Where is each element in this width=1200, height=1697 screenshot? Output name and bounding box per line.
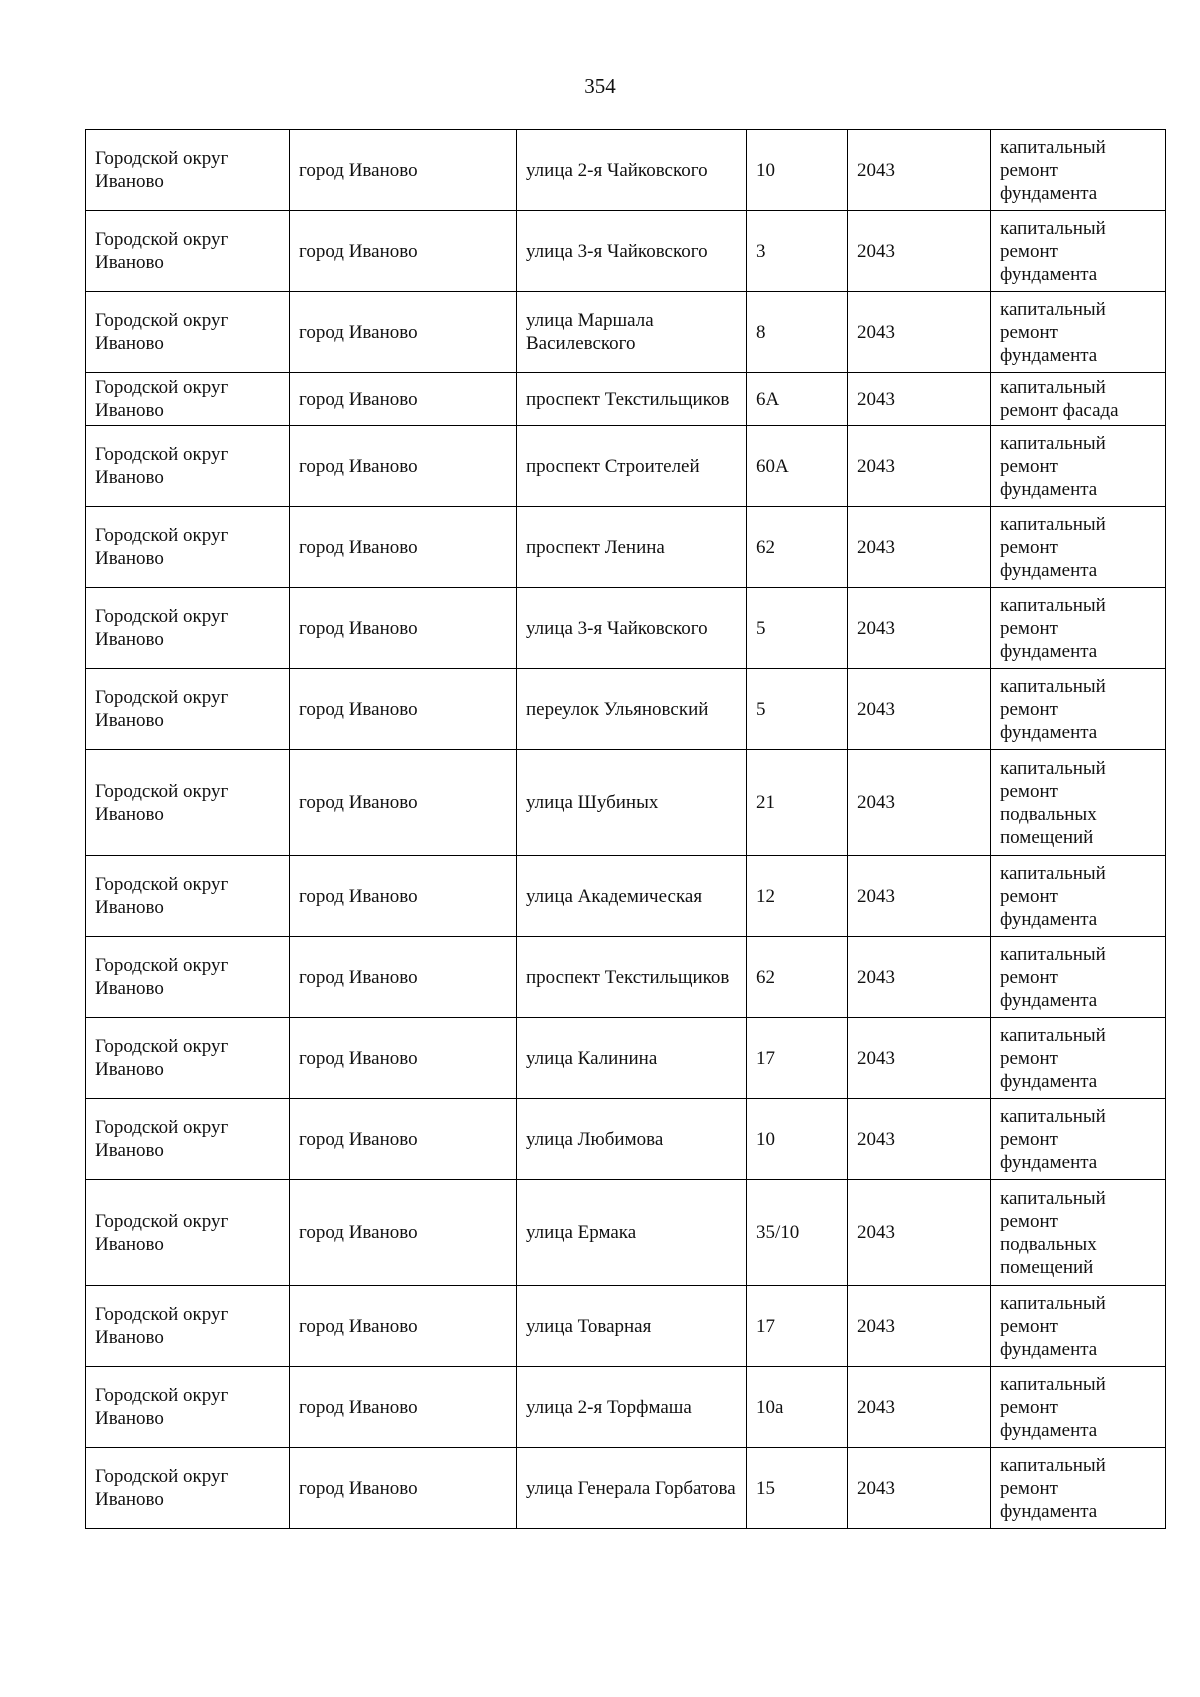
work-cell: капитальный ремонт фундамента	[991, 292, 1166, 373]
street-cell: улица Генерала Горбатова	[517, 1448, 747, 1529]
table-row	[86, 426, 1166, 507]
district-cell: Городской округ Иваново	[86, 588, 290, 669]
city-cell: город Иваново	[290, 937, 517, 1018]
table-row	[86, 507, 1166, 588]
house-cell: 6А	[747, 373, 848, 426]
year-cell: 2043	[848, 373, 991, 426]
table-row	[86, 669, 1166, 750]
work-cell: капитальный ремонт подвальных помещений	[991, 1180, 1166, 1286]
city-cell: город Иваново	[290, 130, 517, 211]
year-cell: 2043	[848, 856, 991, 937]
district-cell: Городской округ Иваново	[86, 1367, 290, 1448]
city-cell: город Иваново	[290, 669, 517, 750]
house-cell: 62	[747, 937, 848, 1018]
work-cell: капитальный ремонт фундамента	[991, 588, 1166, 669]
street-cell: улица Академическая	[517, 856, 747, 937]
street-cell: улица Любимова	[517, 1099, 747, 1180]
city-cell: город Иваново	[290, 211, 517, 292]
street-cell: улица 2-я Торфмаша	[517, 1367, 747, 1448]
district-cell: Городской округ Иваново	[86, 937, 290, 1018]
street-cell: улица Ермака	[517, 1180, 747, 1286]
work-cell: капитальный ремонт подвальных помещений	[991, 750, 1166, 856]
table-row	[86, 130, 1166, 211]
house-cell: 17	[747, 1286, 848, 1367]
district-cell: Городской округ Иваново	[86, 130, 290, 211]
work-cell: капитальный ремонт фундамента	[991, 426, 1166, 507]
street-cell: улица Маршала Василевского	[517, 292, 747, 373]
district-cell: Городской округ Иваново	[86, 426, 290, 507]
street-cell: улица Калинина	[517, 1018, 747, 1099]
city-cell: город Иваново	[290, 1286, 517, 1367]
city-cell: город Иваново	[290, 750, 517, 856]
street-cell: проспект Ленина	[517, 507, 747, 588]
year-cell: 2043	[848, 1180, 991, 1286]
street-cell: проспект Текстильщиков	[517, 937, 747, 1018]
house-cell: 10а	[747, 1367, 848, 1448]
city-cell: город Иваново	[290, 588, 517, 669]
city-cell: город Иваново	[290, 507, 517, 588]
work-cell: капитальный ремонт фундамента	[991, 669, 1166, 750]
house-cell: 62	[747, 507, 848, 588]
house-cell: 15	[747, 1448, 848, 1529]
work-cell: капитальный ремонт фундамента	[991, 130, 1166, 211]
street-cell: переулок Ульяновский	[517, 669, 747, 750]
district-cell: Городской округ Иваново	[86, 1018, 290, 1099]
year-cell: 2043	[848, 937, 991, 1018]
house-cell: 12	[747, 856, 848, 937]
work-cell: капитальный ремонт фундамента	[991, 211, 1166, 292]
work-cell: капитальный ремонт фундамента	[991, 1367, 1166, 1448]
table-row	[86, 1448, 1166, 1529]
work-cell: капитальный ремонт фундамента	[991, 1448, 1166, 1529]
year-cell: 2043	[848, 588, 991, 669]
year-cell: 2043	[848, 1286, 991, 1367]
table-row	[86, 1018, 1166, 1099]
district-cell: Городской округ Иваново	[86, 1099, 290, 1180]
table-row	[86, 1367, 1166, 1448]
street-cell: улица 2-я Чайковского	[517, 130, 747, 211]
city-cell: город Иваново	[290, 373, 517, 426]
city-cell: город Иваново	[290, 1018, 517, 1099]
work-cell: капитальный ремонт фундамента	[991, 937, 1166, 1018]
district-cell: Городской округ Иваново	[86, 292, 290, 373]
house-cell: 5	[747, 588, 848, 669]
district-cell: Городской округ Иваново	[86, 1286, 290, 1367]
table-row	[86, 588, 1166, 669]
district-cell: Городской округ Иваново	[86, 1448, 290, 1529]
table-row	[86, 750, 1166, 856]
work-cell: капитальный ремонт фундамента	[991, 1286, 1166, 1367]
work-cell: капитальный ремонт фундамента	[991, 1018, 1166, 1099]
street-cell: улица 3-я Чайковского	[517, 211, 747, 292]
year-cell: 2043	[848, 1099, 991, 1180]
table-row	[86, 1099, 1166, 1180]
year-cell: 2043	[848, 1448, 991, 1529]
table-row	[86, 373, 1166, 426]
page-number: 354	[584, 74, 616, 98]
district-cell: Городской округ Иваново	[86, 750, 290, 856]
district-cell: Городской округ Иваново	[86, 669, 290, 750]
street-cell: проспект Текстильщиков	[517, 373, 747, 426]
house-cell: 5	[747, 669, 848, 750]
year-cell: 2043	[848, 750, 991, 856]
year-cell: 2043	[848, 292, 991, 373]
district-cell: Городской округ Иваново	[86, 1180, 290, 1286]
table-row	[86, 211, 1166, 292]
year-cell: 2043	[848, 669, 991, 750]
table-row	[86, 856, 1166, 937]
city-cell: город Иваново	[290, 856, 517, 937]
year-cell: 2043	[848, 426, 991, 507]
work-cell: капитальный ремонт фундамента	[991, 856, 1166, 937]
street-cell: улица Товарная	[517, 1286, 747, 1367]
district-cell: Городской округ Иваново	[86, 507, 290, 588]
house-cell: 10	[747, 130, 848, 211]
city-cell: город Иваново	[290, 1367, 517, 1448]
street-cell: проспект Строителей	[517, 426, 747, 507]
district-cell: Городской округ Иваново	[86, 211, 290, 292]
street-cell: улица 3-я Чайковского	[517, 588, 747, 669]
year-cell: 2043	[848, 1367, 991, 1448]
year-cell: 2043	[848, 130, 991, 211]
table-row	[86, 1180, 1166, 1286]
works-table	[85, 129, 1166, 1529]
year-cell: 2043	[848, 211, 991, 292]
table-row	[86, 1286, 1166, 1367]
table-row	[86, 292, 1166, 373]
house-cell: 17	[747, 1018, 848, 1099]
house-cell: 60А	[747, 426, 848, 507]
city-cell: город Иваново	[290, 1099, 517, 1180]
year-cell: 2043	[848, 507, 991, 588]
work-cell: капитальный ремонт фундамента	[991, 507, 1166, 588]
district-cell: Городской округ Иваново	[86, 856, 290, 937]
work-cell: капитальный ремонт фундамента	[991, 1099, 1166, 1180]
house-cell: 10	[747, 1099, 848, 1180]
city-cell: город Иваново	[290, 426, 517, 507]
house-cell: 21	[747, 750, 848, 856]
city-cell: город Иваново	[290, 1180, 517, 1286]
house-cell: 3	[747, 211, 848, 292]
street-cell: улица Шубиных	[517, 750, 747, 856]
work-cell: капитальный ремонт фасада	[991, 373, 1166, 426]
house-cell: 8	[747, 292, 848, 373]
table-row	[86, 937, 1166, 1018]
house-cell: 35/10	[747, 1180, 848, 1286]
district-cell: Городской округ Иваново	[86, 373, 290, 426]
city-cell: город Иваново	[290, 1448, 517, 1529]
year-cell: 2043	[848, 1018, 991, 1099]
city-cell: город Иваново	[290, 292, 517, 373]
